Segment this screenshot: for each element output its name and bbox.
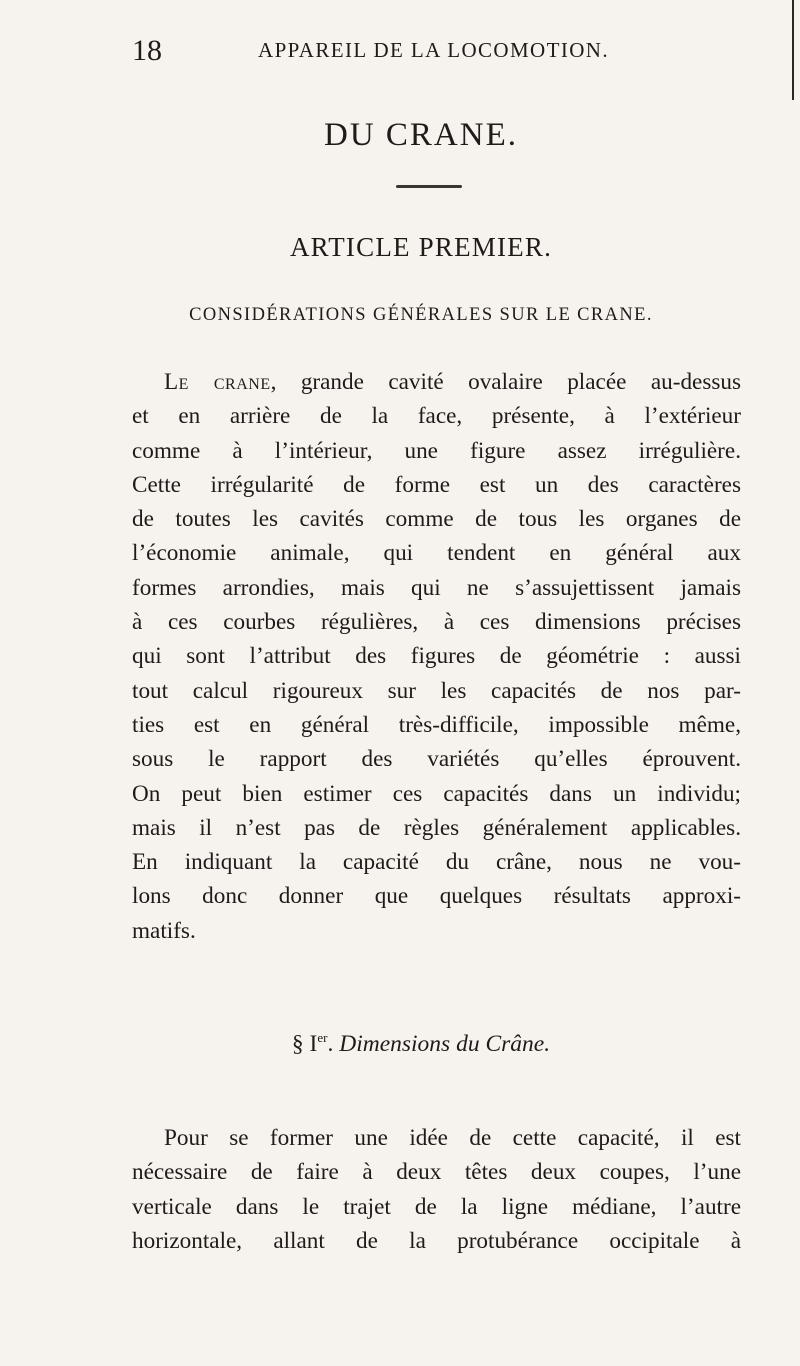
lead-small-caps: Le crane — [164, 369, 271, 395]
paragraph-line: à ces courbes régulières, à ces dimensions précises — [132, 609, 741, 636]
chapter-title: DU CRANE. — [323, 117, 518, 153]
section-number: § Ier — [291, 1030, 328, 1057]
title-rule — [396, 185, 462, 188]
running-head: APPAREIL DE LA LOCOMOTION. — [258, 38, 610, 62]
section-heading — [0, 1030, 800, 1058]
paragraph-line: sous le rapport des variétés qu’elles éprouvent. — [132, 746, 741, 773]
paragraph-line: et en arrière de la face, présente, à l’extérieur — [132, 403, 741, 430]
section-title: Dimensions du Crâne. — [339, 1031, 551, 1057]
paragraph-line: matifs. — [132, 917, 196, 944]
paragraph-line: comme à l’intérieur, une figure assez irrégulière. — [132, 437, 741, 464]
paragraph-line: qui sont l’attribut des figures de géométrie : aussi — [132, 643, 741, 670]
paragraph-line: formes arrondies, mais qui ne s’assujettissent jamais — [132, 574, 741, 601]
paragraph-line: lons donc donner que quelques résultats approxi- — [132, 883, 741, 910]
section-subtitle: CONSIDÉRATIONS GÉNÉRALES SUR LE CRANE. — [189, 305, 653, 325]
paragraph-line: mais il n’est pas de règles généralement applicables. — [132, 814, 741, 841]
paragraph-1 — [132, 365, 741, 948]
page-edge-line — [792, 0, 794, 100]
section-separator: . — [327, 1031, 340, 1057]
paragraph-line: Le crane, grande cavité ovalaire placée au-dessus — [164, 369, 741, 395]
paragraph-line: Pour se former une idée de cette capacité, il est — [164, 1125, 741, 1151]
page-number: 18 — [132, 34, 162, 67]
paragraph-line: verticale dans le trajet de la ligne médiane, l’autre — [132, 1193, 741, 1220]
paragraph-line: Cette irrégularité de forme est un des caractères — [132, 471, 741, 498]
paragraph-line: En indiquant la capacité du crâne, nous ne vou- — [132, 849, 741, 876]
paragraph-line: nécessaire de faire à deux têtes deux coupes, l’une — [132, 1159, 741, 1186]
paragraph-line: horizontale, allant de la protubérance occipitale à — [132, 1227, 741, 1254]
paragraph-line: l’économie animale, qui tendent en général aux — [132, 540, 741, 567]
paragraph-line: On peut bien estimer ces capacités dans un individu; — [132, 780, 741, 807]
article-title: ARTICLE PREMIER. — [289, 232, 553, 262]
paragraph-line: ties est en général très-difficile, impossible même, — [132, 711, 741, 738]
paragraph-line: tout calcul rigoureux sur les capacités de nos par- — [132, 677, 741, 704]
paragraph-line: de toutes les cavités comme de tous les organes de — [132, 506, 741, 533]
paragraph-2 — [132, 1121, 741, 1258]
